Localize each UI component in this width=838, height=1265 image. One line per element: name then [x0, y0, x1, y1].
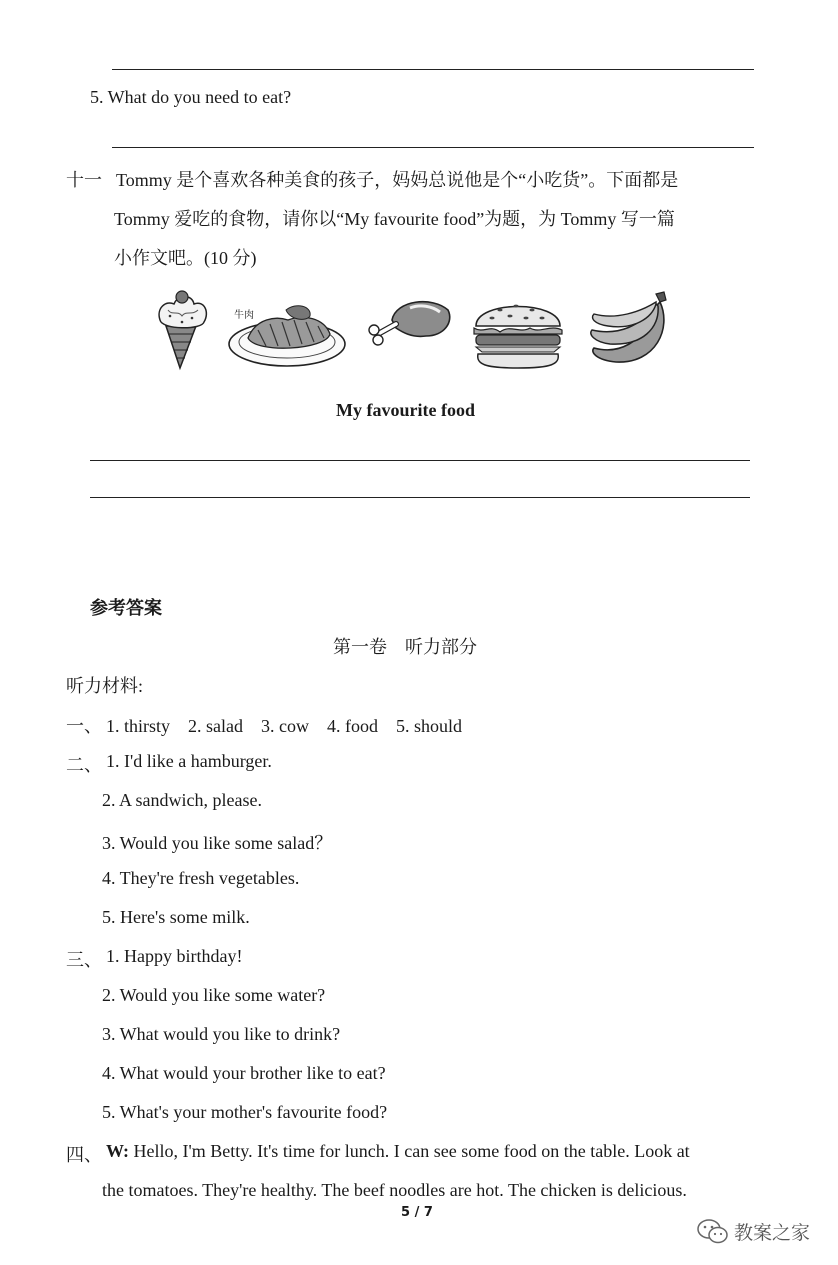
list-item: 2. A sandwich, please.: [102, 790, 262, 810]
ice-cream-icon: [152, 286, 212, 372]
bananas-icon: [586, 288, 676, 370]
speaker-label: W:: [106, 1141, 130, 1161]
section-11-line-3: 小作文吧。(10 分): [114, 248, 257, 268]
food-pictures: [150, 286, 680, 376]
list-item: 4. They're fresh vegetables.: [102, 868, 300, 888]
section-2-number: 二、: [66, 755, 102, 775]
hamburger-icon: [470, 292, 566, 372]
writing-line: [90, 460, 750, 461]
section-4-line-2: the tomatoes. They're healthy. The beef noodles are hot. The chicken is delicious.: [102, 1180, 687, 1200]
section-1-number: 一、: [66, 716, 102, 736]
chicken-leg-icon: [362, 294, 454, 354]
writing-line: [90, 497, 750, 498]
answers-heading: 参考答案: [90, 598, 162, 618]
material-label: 听力材料:: [66, 676, 144, 696]
answer-line: [112, 147, 754, 148]
list-item: 5. Here's some milk.: [102, 907, 250, 927]
essay-title: My favourite food: [336, 400, 475, 420]
wechat-icon: [696, 1218, 730, 1246]
list-item: 1. Happy birthday!: [106, 946, 243, 966]
list-item: 3. What would you like to drink?: [102, 1024, 341, 1044]
part-title: 第一卷 听力部分: [333, 637, 477, 657]
answer-line: [112, 69, 754, 70]
list-item: 2. Would you like some water?: [102, 985, 326, 1005]
list-item: 1. I'd like a hamburger.: [106, 751, 272, 771]
section-11-line-1: Tommy 是个喜欢各种美食的孩子，妈妈总说他是个“小吃货”。下面都是: [116, 170, 679, 190]
beef-label: 牛肉: [234, 310, 254, 321]
section-3-number: 三、: [66, 950, 102, 970]
list-item: 3. Would you like some salad？: [102, 833, 333, 853]
section-4-line-1: [106, 1141, 690, 1162]
list-item: 5. What's your mother's favourite food?: [102, 1102, 388, 1122]
dialogue-text: Hello, I'm Betty. It's time for lunch. I can see some food on the table. Look at: [129, 1141, 690, 1161]
question-5: 5. What do you need to eat?: [90, 87, 292, 107]
section-4-number: 四、: [66, 1145, 102, 1165]
list-item: 4. What would your brother like to eat?: [102, 1063, 386, 1083]
section-11-number: 十一: [66, 170, 102, 190]
section-1-answers: 1. thirsty 2. salad 3. cow 4. food 5. should: [106, 716, 462, 736]
beef-plate-icon: [226, 300, 348, 372]
watermark: [696, 1216, 826, 1246]
section-11-line-2: Tommy 爱吃的食物，请你以“My favourite food”为题，为 Tommy 写一篇: [114, 209, 675, 229]
page-number: 5 / 7: [401, 1205, 433, 1220]
watermark-text: 教案之家: [734, 1222, 811, 1244]
